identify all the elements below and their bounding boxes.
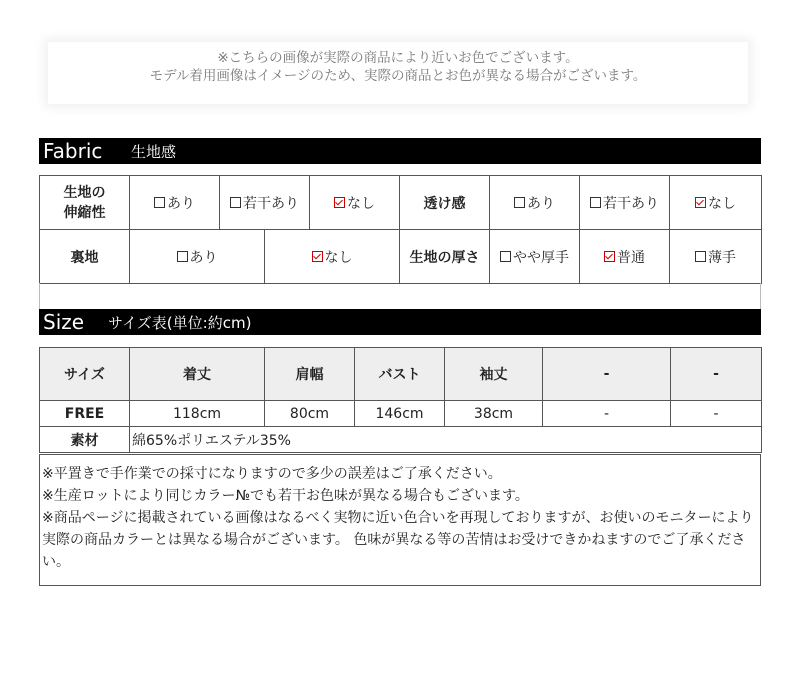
fabric-title: Fabric (43, 139, 103, 163)
checkbox-icon (514, 197, 525, 208)
checked-checkbox-icon (334, 197, 345, 208)
note-measurement: ※平置きで手作業での採寸になりますので多少の誤差はご了承ください。 (42, 466, 502, 482)
fabric-section-header (39, 138, 761, 164)
checked-checkbox-icon (695, 197, 706, 208)
section-spacer (39, 283, 761, 309)
fabric-table-row-2 (39, 229, 762, 284)
size-table (39, 347, 762, 453)
stretch-option-1 (130, 176, 220, 230)
transparency-option-1-label: あり (527, 195, 555, 212)
lining-option-2-label: なし (324, 249, 353, 266)
checkbox-icon (695, 251, 706, 262)
checked-checkbox-icon (312, 251, 323, 262)
table-row (40, 401, 762, 427)
thickness-option-1-label: やや厚手 (513, 249, 569, 266)
header-sleeve: 袖丈 (445, 348, 543, 401)
checked-checkbox-icon (604, 251, 615, 262)
size-header-row (40, 348, 762, 401)
header-shoulder: 肩幅 (265, 348, 355, 401)
disclaimer-line-1: ※こちらの画像が実際の商品により近いお色でございます。 (217, 50, 579, 66)
transparency-option-2 (580, 176, 670, 230)
thickness-option-3-label: 薄手 (708, 249, 736, 266)
stretch-label (40, 176, 130, 230)
disclaimer-line-2: モデル着用画像はイメージのため、実際の商品とお色が異なる場合がございます。 (149, 68, 647, 84)
checkbox-icon (154, 197, 165, 208)
lining-option-2 (265, 230, 400, 284)
stretch-label-text: 生地の 伸縮性 (63, 184, 106, 221)
transparency-option-1 (490, 176, 580, 230)
transparency-option-3-label: なし (708, 195, 736, 212)
lining-option-1 (130, 230, 265, 284)
stretch-option-3 (310, 176, 400, 230)
value-bust: 146cm (355, 401, 445, 427)
thickness-label: 生地の厚さ (400, 230, 490, 284)
thickness-option-3 (670, 230, 762, 284)
note-lot: ※生産ロットにより同じカラー№でも若干お色味が異なる場合もございます。 (42, 488, 529, 504)
size-section-header (39, 309, 761, 335)
value-blank-2: - (671, 401, 762, 427)
header-blank-2: - (671, 348, 762, 401)
header-size: サイズ (40, 348, 130, 401)
transparency-option-2-label: 若干あり (603, 195, 659, 212)
fabric-subtitle: 生地感 (131, 143, 177, 161)
value-sleeve: 38cm (445, 401, 543, 427)
material-value: 綿65%ポリエステル35% (130, 427, 762, 453)
fabric-table (39, 175, 762, 230)
lining-option-1-label: あり (189, 249, 218, 266)
checkbox-icon (230, 197, 241, 208)
stretch-option-3-label: なし (347, 195, 375, 212)
size-notes (39, 454, 761, 586)
transparency-option-3 (670, 176, 762, 230)
material-label: 素材 (40, 427, 130, 453)
note-monitor: ※商品ページに掲載されている画像はなるべく実物に近い色合いを再現しておりますが、お使いのモニターにより実際の商品カラーとは異なる場合がございます。 色味が異なる等の苦情はお受けできかねますのでご了承ください。 (42, 510, 754, 570)
checkbox-icon (500, 251, 511, 262)
size-name: FREE (40, 401, 130, 427)
value-shoulder: 80cm (265, 401, 355, 427)
checkbox-icon (590, 197, 601, 208)
thickness-option-1 (490, 230, 580, 284)
stretch-option-2-label: 若干あり (243, 195, 299, 212)
size-title: Size (43, 310, 85, 334)
value-blank-1: - (543, 401, 671, 427)
header-bust: バスト (355, 348, 445, 401)
value-length: 118cm (130, 401, 265, 427)
checkbox-icon (177, 251, 188, 262)
thickness-option-2 (580, 230, 670, 284)
size-subtitle: サイズ表(単位:約cm) (108, 314, 252, 332)
lining-label: 裏地 (40, 230, 130, 284)
header-blank-1: - (543, 348, 671, 401)
color-disclaimer (48, 42, 748, 104)
transparency-label: 透け感 (400, 176, 490, 230)
stretch-option-2 (220, 176, 310, 230)
thickness-option-2-label: 普通 (617, 249, 645, 266)
stretch-option-1-label: あり (167, 195, 195, 212)
header-length: 着丈 (130, 348, 265, 401)
material-row (40, 427, 762, 453)
